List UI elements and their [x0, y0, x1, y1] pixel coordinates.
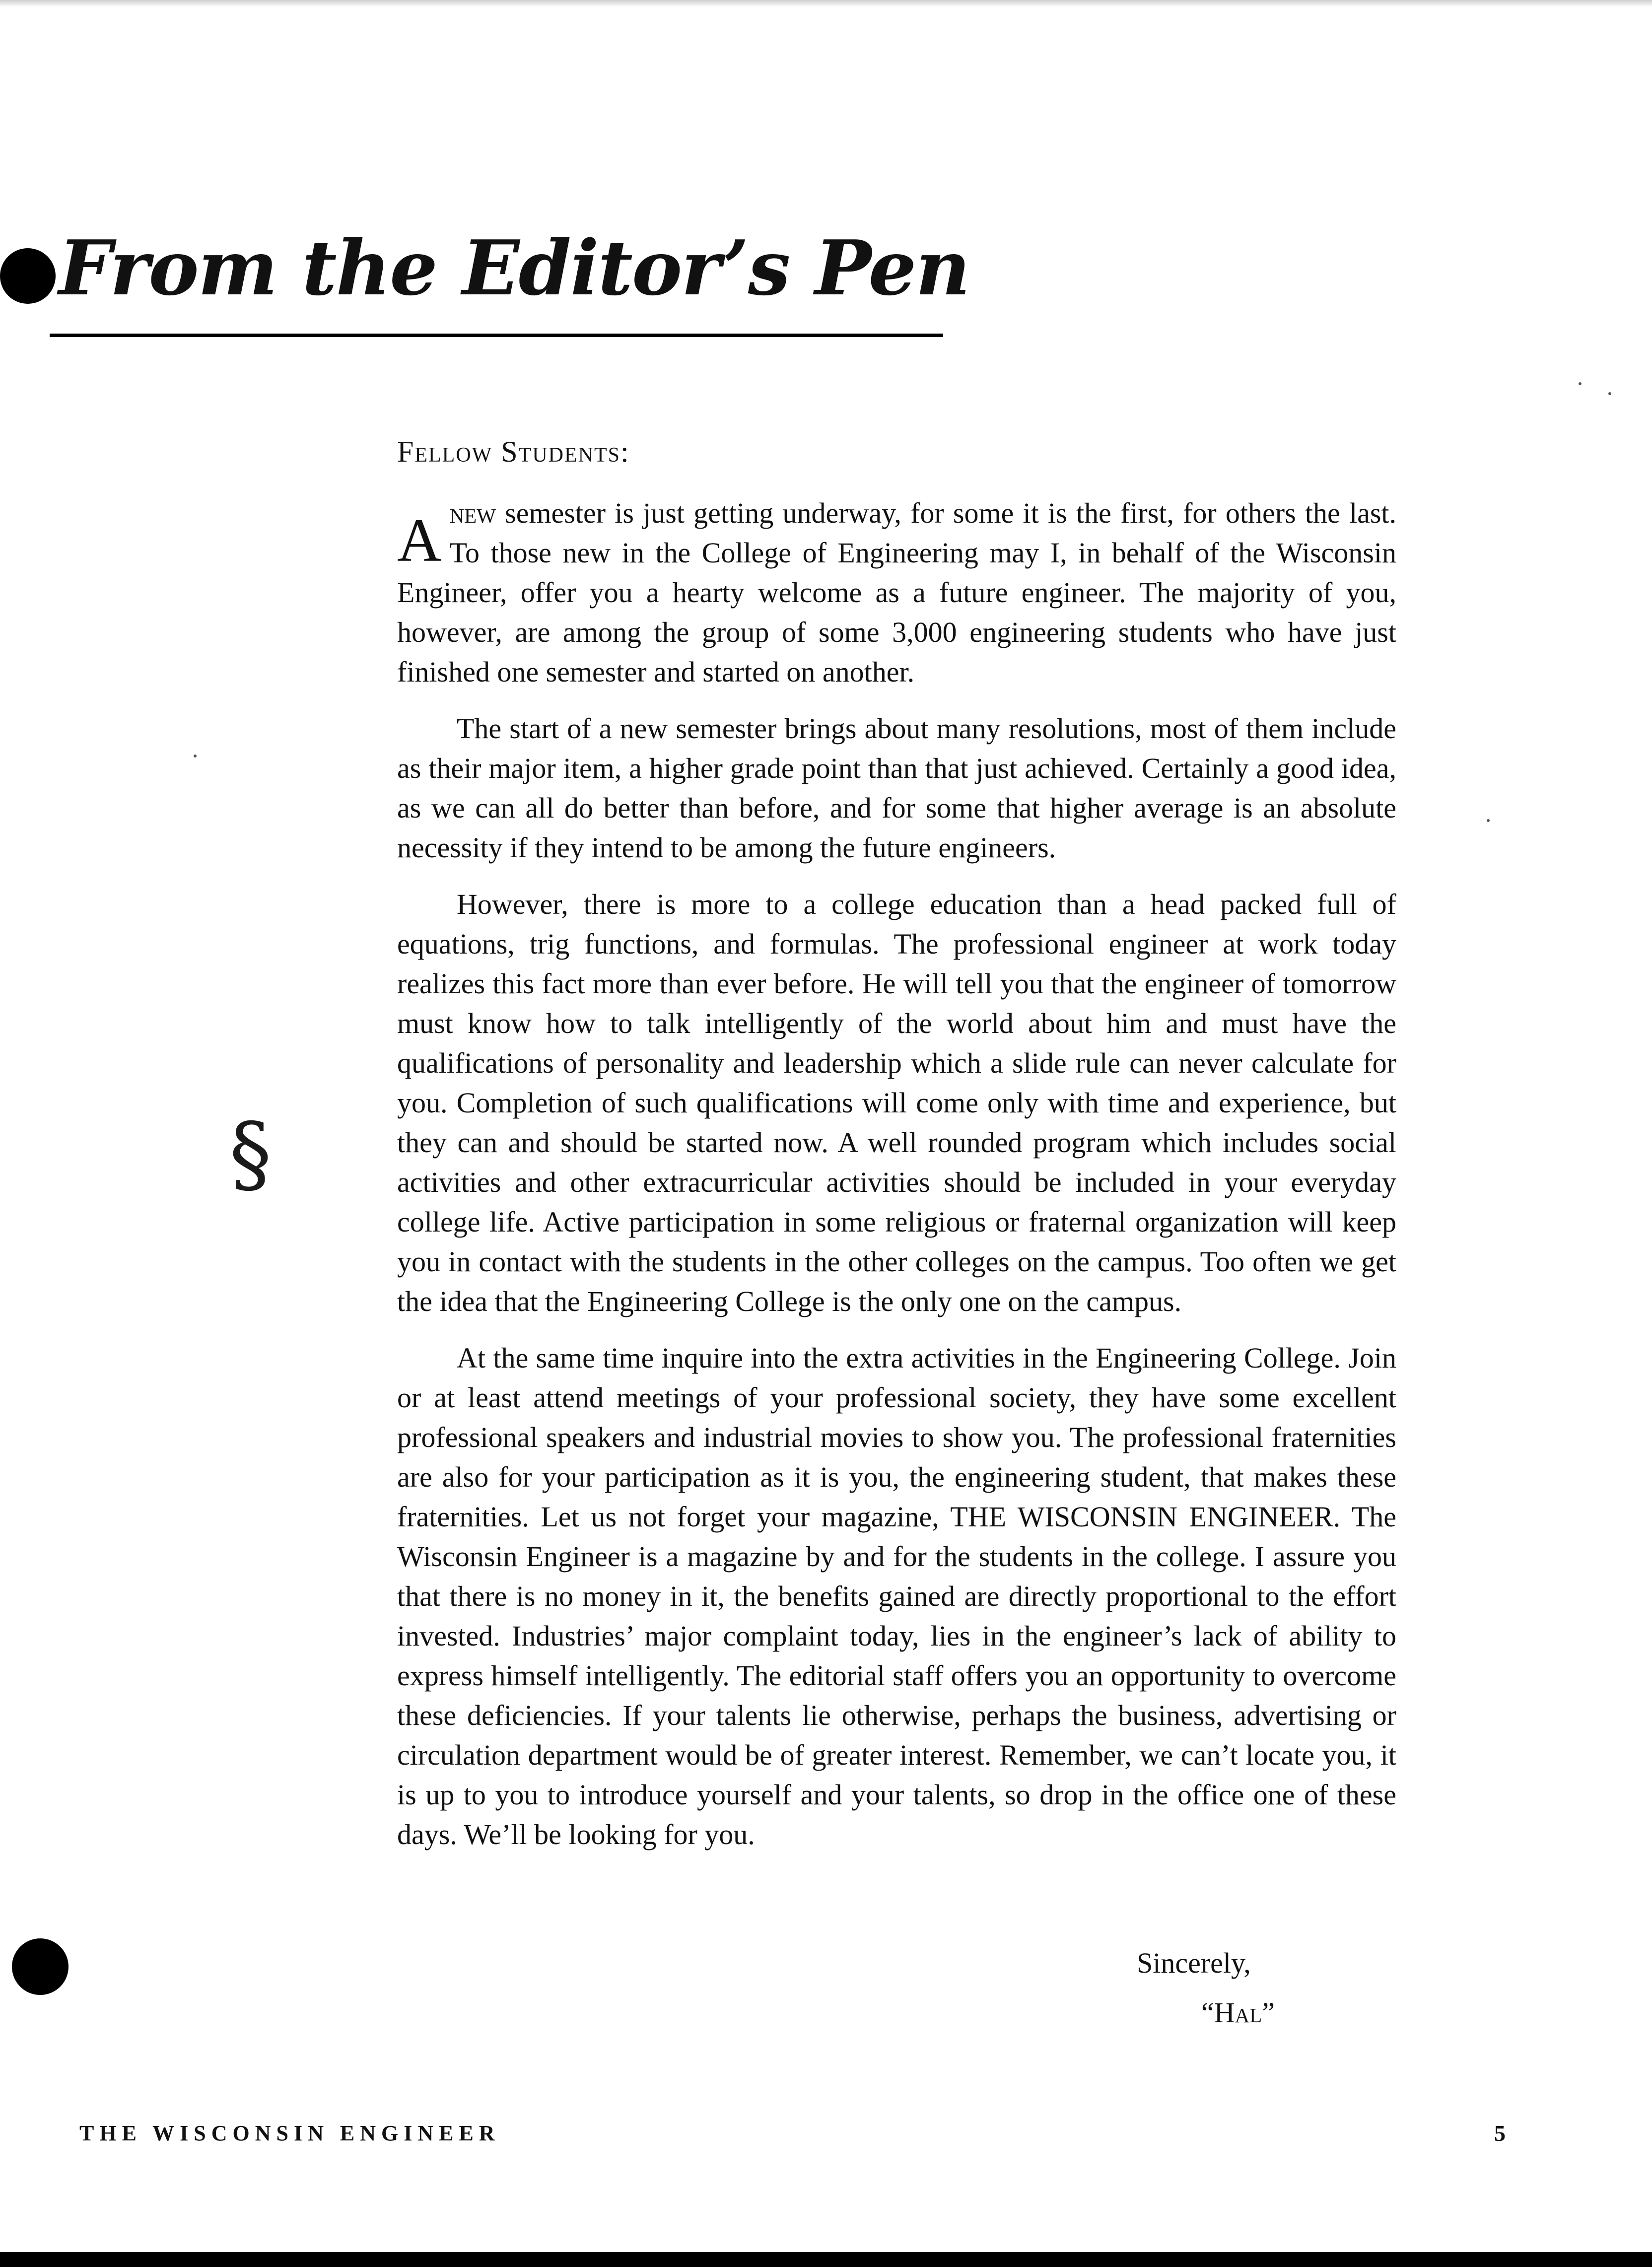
scan-bottom-edge	[0, 2252, 1652, 2267]
heading-bullet-icon	[0, 248, 56, 304]
closing: Sincerely,	[1137, 1947, 1251, 1979]
heading	[0, 218, 969, 328]
page-title: From the Editor’s Pen	[59, 223, 969, 312]
paragraph-4: At the same time inquire into the extra activities in the Engineering College. Join or at least attend meetings of your professional society, they have some excellent professional speakers and industrial movies to show you. The professional fraternities are also for your participation as it is you, the engineering student, that makes these fraternities. Let us not forget your magazine, THE WISCONSIN ENGINEER. The Wisconsin Engineer is a magazine by and for the students in the college. I assure you that there is no money in it, the benefits gained are directly proportional to the effort invested. Industries’ major complaint today, lies in the engineer’s lack of ability to express himself intelligently. The editorial staff offers you an opportunity to overcome these deficiencies. If your talents lie otherwise, perhaps the business, advertising or circulation department would be of greater interest. Remember, we can’t locate you, it is up to you to introduce yourself and your talents, so drop in the office one of these days. We’ll be looking for you.	[397, 1342, 1396, 1851]
letter-body	[397, 432, 1396, 1871]
margin-bullet-icon	[12, 1938, 69, 1995]
scan-speck	[1608, 392, 1611, 395]
paragraph-1	[397, 493, 1396, 692]
heading-rule	[50, 334, 943, 337]
drop-cap: A	[397, 506, 442, 574]
footer-publication-name: THE WISCONSIN ENGINEER	[79, 2121, 500, 2145]
salutation: Fellow Students:	[397, 435, 630, 468]
scan-speck	[194, 755, 197, 757]
section-mark-icon: §	[229, 1105, 272, 1203]
scan-speck	[1487, 819, 1490, 822]
paragraph-3: However, there is more to a college education than a head packed full of equations, trig functions, and formulas. The professional engineer at work today realizes this fact more than ever before. He will tell you that the engineer of tomorrow must know how to talk intelligently of the world about him and must have the qualifications of personality and leadership which a slide rule can never calculate for you. Completion of such qualifications will come only with time and experience, but they can and should be started now. A well rounded program which includes social activities and other extracurricular activities should be included in your everyday college life. Active participation in some religious or fraternal organization will keep you in contact with the students in the other colleges on the campus. Too often we get the idea that the Engineering College is the only one on the campus.	[397, 888, 1396, 1317]
paragraph-1-text: semester is just getting underway, for some it is the first, for others the last. To those new in the College of Engineering may I, in behalf of the Wisconsin Engineer, offer you a hearty welcome as a future engineer. The majority of you, however, are among the group of some 3,000 engineering students who have just finished one semester and started on another.	[397, 497, 1396, 688]
paragraph-2: The start of a new semester brings about many resolutions, most of them include as their major item, a higher grade point than that just achieved. Certainly a good idea, as we can all do better than before, and for some that higher average is an absolute necessity if they intend to be among the future engineers.	[397, 712, 1396, 864]
signature: “Hal”	[1201, 1996, 1275, 2029]
scan-speck	[1579, 382, 1582, 385]
scan-top-edge	[0, 0, 1652, 7]
lead-in-word: new	[449, 497, 496, 529]
page-number: 5	[1494, 2121, 1506, 2146]
